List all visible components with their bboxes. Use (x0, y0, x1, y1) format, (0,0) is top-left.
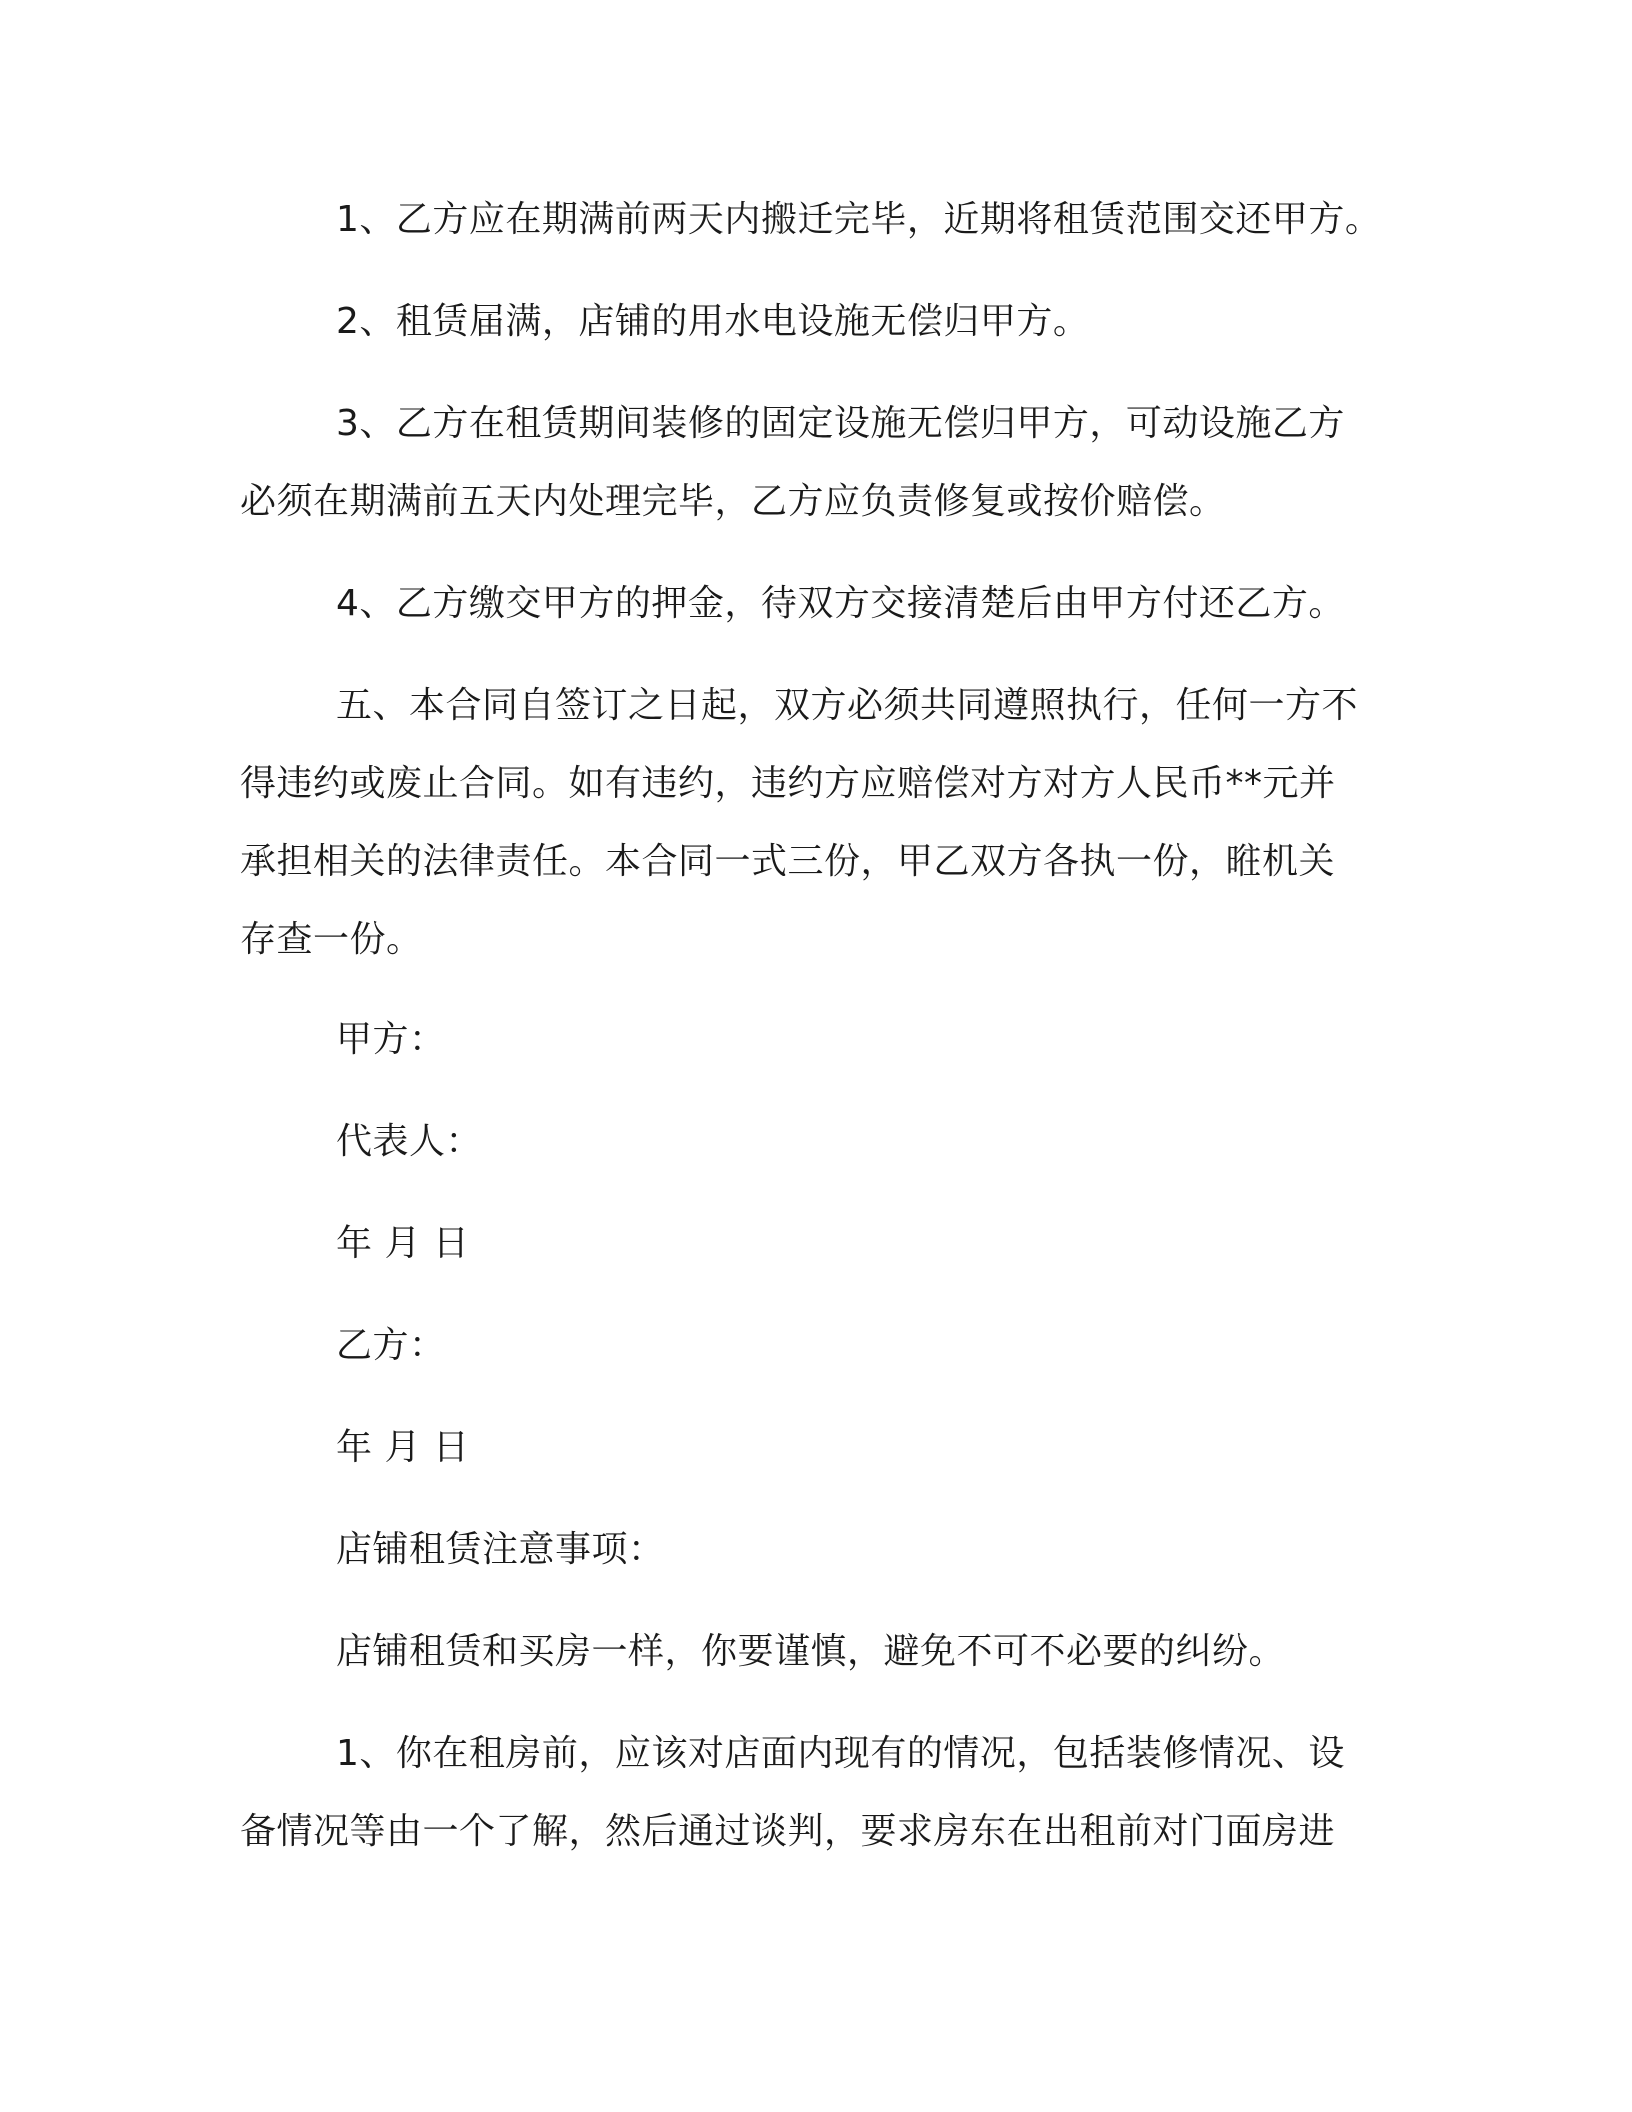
party-b-line: 乙方： (336, 1325, 446, 1366)
date-a-line: 年 月 日 (336, 1223, 470, 1264)
clause-3 (240, 385, 1390, 541)
clause-5-line-2: 得违约或废止合同。如有违约，违约方应赔偿对方对方人民币**元并 (240, 763, 1336, 804)
date-a-label (240, 1205, 1390, 1283)
date-b-line: 年 月 日 (336, 1427, 470, 1468)
notes-intro-line: 店铺租赁和买房一样，你要谨慎，避免不可不必要的纠纷。 (336, 1631, 1286, 1672)
party-a-label (240, 1001, 1390, 1079)
note-1-line-2: 备情况等由一个了解，然后通过谈判，要求房东在出租前对门面房进 (240, 1811, 1336, 1852)
notes-intro (240, 1613, 1390, 1691)
clause-3-line-2: 必须在期满前五天内处理完毕，乙方应负责修复或按价赔偿。 (240, 481, 1226, 522)
clause-2 (240, 283, 1390, 361)
clause-5-line-3: 承担相关的法律责任。本合同一式三份，甲乙双方各执一份，暀机关 (240, 841, 1336, 882)
clause-1-line-1: 1、乙方应在期满前两天内搬迁完毕，近期将租赁范围交还甲方。 (336, 199, 1382, 240)
notes-title (240, 1511, 1390, 1589)
note-1 (240, 1715, 1390, 1871)
clause-3-line-1: 3、乙方在租赁期间装修的固定设施无偿归甲方，可动设施乙方 (336, 403, 1345, 444)
clause-4 (240, 565, 1390, 643)
representative-label (240, 1103, 1390, 1181)
clause-1 (240, 181, 1390, 259)
clause-5 (240, 667, 1390, 979)
clause-5-line-1: 五、本合同自签订之日起，双方必须共同遵照执行，任何一方不 (336, 685, 1359, 726)
date-b-label (240, 1409, 1390, 1487)
party-b-label (240, 1307, 1390, 1385)
party-a-line: 甲方： (336, 1019, 446, 1060)
clause-2-line-1: 2、租赁届满，店铺的用水电设施无偿归甲方。 (336, 301, 1090, 342)
note-1-line-1: 1、你在租房前，应该对店面内现有的情况，包括装修情况、设 (336, 1733, 1345, 1774)
clause-4-line-1: 4、乙方缴交甲方的押金，待双方交接清楚后由甲方付还乙方。 (336, 583, 1345, 624)
clause-5-line-4: 存查一份。 (240, 919, 423, 960)
notes-title-line: 店铺租赁注意事项： (336, 1529, 665, 1570)
representative-line: 代表人： (336, 1121, 483, 1162)
